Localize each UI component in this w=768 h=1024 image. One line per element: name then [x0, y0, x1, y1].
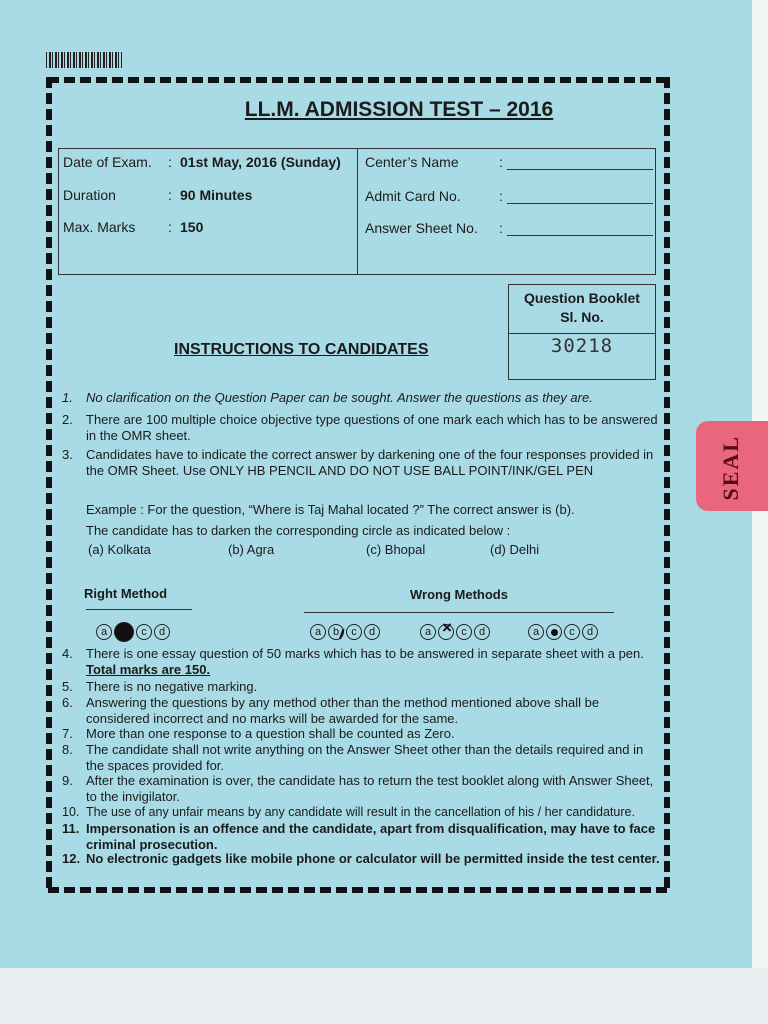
admit-card-field[interactable]: [507, 191, 653, 204]
wrong-method-cross-bubbles: [420, 624, 490, 640]
instruction-text: Impersonation is an offence and the candidate, apart from disqualification, may have to face criminal prosecution.: [86, 821, 656, 852]
option-b: (b) Agra: [228, 542, 275, 557]
instruction-number: 5.: [62, 679, 73, 694]
instruction-number: 8.: [62, 742, 73, 757]
bubble-d: d: [364, 624, 380, 640]
duration-sep: :: [168, 187, 172, 203]
instruction-text: No electronic gadgets like mobile phone or calculator will be permitted inside the test center.: [86, 851, 660, 866]
instruction-number: 9.: [62, 773, 73, 788]
bubble-b-tick: b: [328, 624, 344, 640]
border-top: [48, 77, 670, 83]
bubble-c: c: [136, 624, 152, 640]
border-bottom: [48, 887, 670, 893]
exam-info-box: [58, 148, 656, 275]
bubble-c: c: [564, 624, 580, 640]
instruction-10: [62, 804, 662, 820]
instruction-text: There is one essay question of 50 marks which has to be answered in separate sheet with a pen.: [86, 646, 644, 661]
option-c: (c) Bhopal: [366, 542, 426, 557]
option-d: (d) Delhi: [490, 542, 540, 557]
bubble-b-dot: [546, 624, 562, 640]
instruction-5: [62, 679, 662, 695]
centre-label: Center’s Name: [365, 154, 459, 170]
booklet-divider: [509, 333, 655, 334]
bubble-d: d: [474, 624, 490, 640]
date-sep: :: [168, 154, 172, 170]
answer-sheet-sep: :: [499, 220, 503, 236]
instruction-11: [62, 821, 662, 853]
answer-sheet-field[interactable]: [507, 223, 653, 236]
marks-value: 150: [180, 219, 204, 235]
instruction-text: More than one response to a question shall be counted as Zero.: [86, 726, 455, 741]
instructions-heading: INSTRUCTIONS TO CANDIDATES: [174, 341, 429, 358]
wrong-method-dot-bubbles: [528, 624, 598, 640]
instruction-7: [62, 726, 662, 742]
page-title: LL.M. ADMISSION TEST – 2016: [244, 98, 554, 121]
centre-name-field[interactable]: [507, 157, 653, 170]
bubble-a: a: [310, 624, 326, 640]
instruction-number: 1.: [62, 390, 73, 405]
bubble-a: a: [420, 624, 436, 640]
example-line-1: Example : For the question, “Where is Taj Mahal located ?” The correct answer is (b).: [86, 502, 575, 517]
duration-label: Duration: [63, 187, 116, 203]
right-method-rule: [86, 609, 192, 610]
bubble-d: d: [582, 624, 598, 640]
info-divider: [357, 149, 358, 275]
barcode: [46, 52, 122, 68]
admit-sep: :: [499, 188, 503, 204]
booklet-serial-number: 30218: [550, 335, 614, 357]
instruction-text: There is no negative marking.: [86, 679, 258, 694]
bubble-d: d: [154, 624, 170, 640]
scan-background: [0, 968, 768, 1024]
instruction-1: [62, 390, 662, 406]
wrong-methods-rule: [304, 612, 614, 613]
instruction-text: The candidate shall not write anything on the Answer Sheet other than the details required and in the spaces provided for.: [86, 742, 644, 773]
booklet-serial-label: [509, 289, 655, 327]
duration-value: 90 Minutes: [180, 187, 253, 203]
instruction-text: No clarification on the Question Paper can be sought. Answer the questions as they are.: [86, 390, 593, 405]
bubble-c: c: [456, 624, 472, 640]
answer-sheet-label: Answer Sheet No.: [365, 220, 478, 236]
instruction-number: 6.: [62, 695, 73, 710]
instruction-number: 7.: [62, 726, 73, 741]
wrong-methods-heading: Wrong Methods: [410, 587, 508, 602]
marks-sep: :: [168, 219, 172, 235]
marks-label: Max. Marks: [63, 219, 136, 235]
border-right: [664, 77, 670, 893]
bubble-b-cross: [438, 624, 454, 640]
admit-card-label: Admit Card No.: [365, 188, 461, 204]
instruction-9: [62, 773, 662, 805]
instruction-8: [62, 742, 662, 774]
instruction-text: After the examination is over, the candidate has to return the test booklet along with Answer Sheet, to the invigilator.: [86, 773, 654, 804]
instruction-text: The use of any unfair means by any candidate will result in the cancellation of his / her candidature.: [86, 805, 635, 819]
instruction-text: Candidates have to indicate the correct answer by darkening one of the four responses provided in the OMR Sheet. Use ONLY HB PENCIL AND DO NOT USE BALL POINT/INK/GEL PEN: [86, 447, 654, 478]
seal-label: SEAL: [718, 435, 743, 501]
instruction-number: 3.: [62, 447, 73, 462]
right-method-heading: Right Method: [84, 586, 168, 601]
bubble-a: a: [528, 624, 544, 640]
instruction-number: 11.: [62, 821, 80, 836]
date-label: Date of Exam.: [63, 154, 152, 170]
instruction-12: [62, 851, 662, 867]
example-line-2: The candidate has to darken the corresponding circle as indicated below :: [86, 523, 511, 538]
right-method-bubbles: [96, 622, 170, 642]
booklet-label-line1: Question Booklet: [524, 290, 640, 306]
instruction-number: 4.: [62, 646, 73, 661]
instruction-number: 12.: [62, 851, 81, 866]
bubble-b-filled: [114, 622, 134, 642]
booklet-label-line2: Sl. No.: [560, 309, 604, 325]
date-value: 01st May, 2016 (Sunday): [180, 154, 341, 170]
instruction-6: [62, 695, 662, 727]
bubble-a: a: [96, 624, 112, 640]
seal-sticker: [696, 421, 768, 511]
option-a: (a) Kolkata: [88, 542, 151, 557]
booklet-serial-box: [508, 284, 656, 380]
border-left: [46, 77, 52, 893]
instruction-4: [62, 646, 662, 678]
instruction-text: Answering the questions by any method other than the method mentioned above shall be considered incorrect and no marks will be awarded for the same.: [86, 695, 600, 726]
instruction-3: [62, 447, 662, 479]
bubble-c: c: [346, 624, 362, 640]
instruction-number: 2.: [62, 412, 73, 427]
centre-sep: :: [499, 154, 503, 170]
total-marks-note: Total marks are 150.: [86, 662, 211, 677]
instruction-number: 10.: [62, 805, 80, 819]
wrong-method-tick-bubbles: [310, 624, 380, 640]
instruction-text: There are 100 multiple choice objective type questions of one mark each which has to be answered in the OMR sheet.: [86, 412, 658, 443]
instruction-2: [62, 412, 662, 444]
